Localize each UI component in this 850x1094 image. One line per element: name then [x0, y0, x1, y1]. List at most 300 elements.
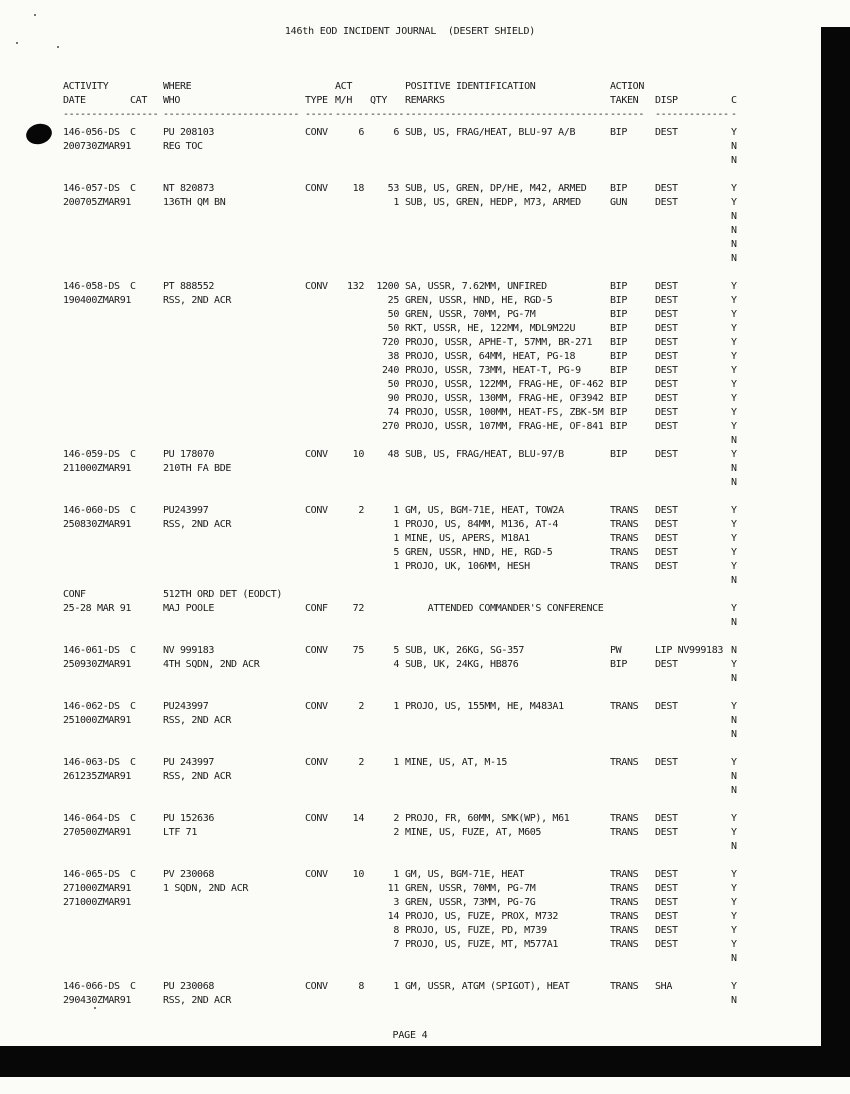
- cell-who: [163, 476, 305, 490]
- cell-type: CONV: [305, 183, 328, 194]
- cell-mh: 2: [358, 505, 364, 516]
- cell-mh: [335, 378, 370, 392]
- cell-remarks: [405, 140, 610, 154]
- cell-cat: [130, 266, 163, 280]
- cell-who: [163, 154, 305, 168]
- cell-c: Y: [731, 505, 737, 516]
- cell-taken: [610, 224, 655, 238]
- cell-taken: BIP: [610, 337, 628, 348]
- cell-remarks: PROJO, USSR, APHE-T, 57MM, BR-271: [405, 337, 593, 348]
- cell-mh: 72: [352, 603, 364, 614]
- cell-date: 146-064-DS: [63, 813, 120, 824]
- journal-rows: [63, 80, 747, 1008]
- cell-date: 146-062-DS: [63, 701, 120, 712]
- journal-row: [63, 770, 747, 784]
- cell-c: Y: [731, 183, 737, 194]
- cell-mh: [335, 658, 370, 672]
- cell-qty: [370, 994, 405, 1008]
- cell-mh: [335, 924, 370, 938]
- cell-c: N: [731, 575, 737, 586]
- cell-qty: 4: [393, 659, 399, 670]
- cell-cat: [130, 826, 163, 840]
- cell-taken: [610, 588, 655, 602]
- cell-taken: [610, 238, 655, 252]
- cell-who: PU 243997: [163, 757, 215, 768]
- journal-row: [63, 448, 747, 462]
- cell-date: [63, 154, 130, 168]
- cell-type: [305, 910, 335, 924]
- cell-c: Y: [731, 281, 737, 292]
- cell-disp: DEST: [655, 519, 678, 530]
- cell-qty: [370, 462, 405, 476]
- cell-disp: DEST: [655, 939, 678, 950]
- cell-type: [305, 392, 335, 406]
- cell-type: [305, 854, 335, 868]
- cell-who: PU 230068: [163, 981, 215, 992]
- cell-c: N: [731, 645, 737, 656]
- cell-cat: C: [130, 505, 136, 516]
- cell-cat: [130, 658, 163, 672]
- cell-cat: [130, 602, 163, 616]
- cell-cat: [130, 588, 163, 602]
- cell-remarks: [405, 434, 610, 448]
- cell-cat: [130, 714, 163, 728]
- cell-qty: [370, 798, 405, 812]
- cell-taken: ACTION: [610, 81, 645, 92]
- cell-date: [63, 630, 130, 644]
- cell-remarks: [405, 224, 610, 238]
- cell-disp: [655, 476, 731, 490]
- cell-remarks: [405, 784, 610, 798]
- cell-date: [63, 798, 130, 812]
- cell-c: Y: [731, 393, 737, 404]
- cell-remarks: PROJO, US, 155MM, HE, M483A1: [405, 701, 564, 712]
- cell-c: N: [731, 729, 737, 740]
- cell-type: CONF: [305, 603, 328, 614]
- cell-type: CONV: [305, 645, 328, 656]
- cell-cat: [130, 238, 163, 252]
- cell-date: 200730ZMAR91: [63, 141, 132, 152]
- cell-date: [63, 406, 130, 420]
- cell-type: [305, 462, 335, 476]
- journal-row: [63, 700, 747, 714]
- cell-taken: [610, 798, 655, 812]
- cell-mh: [335, 588, 370, 602]
- cell-remarks: [405, 266, 610, 280]
- cell-mh: [335, 364, 370, 378]
- cell-cat: [130, 392, 163, 406]
- cell-qty: 53: [387, 183, 399, 194]
- cell-who: [163, 224, 305, 238]
- cell-type: [305, 966, 335, 980]
- cell-disp: DEST: [655, 309, 678, 320]
- cell-mh: [335, 308, 370, 322]
- cell-disp: [655, 672, 731, 686]
- cell-taken: [610, 252, 655, 266]
- cell-disp: [655, 854, 731, 868]
- cell-date: [63, 252, 130, 266]
- journal-row: [63, 336, 747, 350]
- cell-qty: 50: [387, 379, 399, 390]
- cell-who: [163, 364, 305, 378]
- cell-remarks: SUB, UK, 26KG, SG-357: [405, 645, 525, 656]
- cell-mh: ------: [335, 109, 370, 120]
- journal-row: [63, 476, 747, 490]
- cell-date: [63, 784, 130, 798]
- cell-qty: [370, 266, 405, 280]
- journal-row: [63, 462, 747, 476]
- cell-disp: [655, 602, 731, 616]
- cell-mh: [335, 574, 370, 588]
- cell-disp: [655, 574, 731, 588]
- cell-taken: BIP: [610, 449, 628, 460]
- journal-row: [63, 238, 747, 252]
- cell-disp: [655, 490, 731, 504]
- cell-who: [163, 854, 305, 868]
- cell-disp: [655, 80, 731, 94]
- cell-who: [163, 532, 305, 546]
- cell-who: [163, 308, 305, 322]
- cell-taken: [610, 742, 655, 756]
- cell-who: ------------------------: [163, 109, 300, 120]
- cell-type: [305, 840, 335, 854]
- cell-taken: [610, 784, 655, 798]
- cell-remarks: GM, USSR, ATGM (SPIGOT), HEAT: [405, 981, 570, 992]
- cell-type: [305, 952, 335, 966]
- cell-cat: [130, 966, 163, 980]
- journal-row: [63, 714, 747, 728]
- cell-disp: [655, 742, 731, 756]
- cell-date: [63, 168, 130, 182]
- cell-remarks: PROJO, USSR, 107MM, FRAG-HE, OF-841: [405, 421, 604, 432]
- cell-disp: DEST: [655, 379, 678, 390]
- cell-date: [63, 420, 130, 434]
- cell-disp: [655, 154, 731, 168]
- cell-c: N: [731, 785, 737, 796]
- journal-row: [63, 168, 747, 182]
- cell-qty: 1: [393, 505, 399, 516]
- cell-cat: [130, 910, 163, 924]
- cell-taken: TRANS: [610, 519, 639, 530]
- cell-remarks: GM, US, BGM-71E, HEAT: [405, 869, 525, 880]
- cell-qty: 1: [393, 197, 399, 208]
- cell-who: [163, 784, 305, 798]
- cell-c: N: [731, 673, 737, 684]
- cell-mh: 14: [352, 813, 364, 824]
- journal-row: [63, 826, 747, 840]
- cell-date: [63, 966, 130, 980]
- cell-cat: [130, 154, 163, 168]
- cell-date: [63, 322, 130, 336]
- cell-date: [63, 574, 130, 588]
- cell-type: [305, 658, 335, 672]
- cell-remarks: ATTENDED COMMANDER'S CONFERENCE: [405, 603, 604, 614]
- cell-mh: [335, 350, 370, 364]
- cell-taken: TRANS: [610, 813, 639, 824]
- cell-c: Y: [731, 911, 737, 922]
- cell-cat: [130, 420, 163, 434]
- journal-row: [63, 980, 747, 994]
- cell-remarks: [405, 854, 610, 868]
- cell-disp: [655, 462, 731, 476]
- cell-type: [305, 532, 335, 546]
- cell-who: [163, 896, 305, 910]
- cell-mh: [335, 210, 370, 224]
- cell-disp: DEST: [655, 547, 678, 558]
- cell-date: 146-058-DS: [63, 281, 120, 292]
- page-number: PAGE 4: [392, 1030, 428, 1041]
- journal-row: [63, 546, 747, 560]
- cell-who: RSS, 2ND ACR: [163, 995, 232, 1006]
- cell-mh: M/H: [335, 95, 353, 106]
- cell-cat: C: [130, 981, 136, 992]
- cell-qty: [370, 490, 405, 504]
- cell-disp: [655, 994, 731, 1008]
- cell-taken: BIP: [610, 365, 628, 376]
- cell-who: NT 820873: [163, 183, 215, 194]
- cell-date: 250830ZMAR91: [63, 519, 132, 530]
- journal-row: [63, 952, 747, 966]
- cell-disp: DISP: [655, 95, 678, 106]
- cell-remarks: PROJO, US, FUZE, MT, M577A1: [405, 939, 559, 950]
- cell-qty: 6: [393, 127, 399, 138]
- journal-row: [63, 756, 747, 770]
- cell-taken: [610, 672, 655, 686]
- cell-qty: [370, 952, 405, 966]
- cell-mh: [335, 798, 370, 812]
- cell-who: [163, 546, 305, 560]
- cell-c: [731, 686, 747, 700]
- cell-remarks: [405, 616, 610, 630]
- cell-disp: DEST: [655, 365, 678, 376]
- cell-qty: [370, 742, 405, 756]
- cell-cat: [130, 784, 163, 798]
- journal-row: [63, 896, 747, 910]
- cell-qty: 25: [387, 295, 399, 306]
- cell-qty: 240: [381, 365, 399, 376]
- cell-type: CONV: [305, 505, 328, 516]
- cell-mh: [335, 406, 370, 420]
- cell-mh: [335, 714, 370, 728]
- cell-remarks: [405, 952, 610, 966]
- cell-taken: BIP: [610, 379, 628, 390]
- cell-mh: [335, 532, 370, 546]
- cell-type: [305, 490, 335, 504]
- journal-row: [63, 518, 747, 532]
- journal-row: [63, 728, 747, 742]
- cell-taken: BIP: [610, 351, 628, 362]
- cell-date: [63, 854, 130, 868]
- cell-taken: BIP: [610, 281, 628, 292]
- cell-c: Y: [731, 939, 737, 950]
- cell-disp: DEST: [655, 127, 678, 138]
- cell-qty: 1: [393, 869, 399, 880]
- cell-cat: [130, 322, 163, 336]
- cell-who: [163, 952, 305, 966]
- cell-remarks: PROJO, USSR, 100MM, HEAT-FS, ZBK-5M: [405, 407, 604, 418]
- cell-remarks: [405, 770, 610, 784]
- cell-date: [63, 434, 130, 448]
- cell-cat: [130, 462, 163, 476]
- cell-remarks: SUB, US, GREN, HEDP, M73, ARMED: [405, 197, 581, 208]
- cell-mh: 10: [352, 449, 364, 460]
- cell-mh: [335, 910, 370, 924]
- journal-row: [63, 294, 747, 308]
- cell-who: [163, 728, 305, 742]
- cell-remarks: PROJO, FR, 60MM, SMK(WP), M61: [405, 813, 570, 824]
- cell-who: 136TH QM BN: [163, 197, 226, 208]
- cell-disp: DEST: [655, 757, 678, 768]
- cell-disp: DEST: [655, 869, 678, 880]
- cell-date: 146-056-DS: [63, 127, 120, 138]
- cell-mh: [335, 420, 370, 434]
- cell-disp: [655, 840, 731, 854]
- cell-remarks: SUB, UK, 24KG, HB876: [405, 659, 519, 670]
- cell-mh: [335, 434, 370, 448]
- cell-type: [305, 266, 335, 280]
- cell-cat: [130, 378, 163, 392]
- cell-type: [305, 798, 335, 812]
- cell-c: -: [731, 109, 737, 120]
- cell-date: 146-060-DS: [63, 505, 120, 516]
- cell-type: [305, 80, 335, 94]
- cell-qty: ------: [370, 109, 405, 120]
- cell-c: N: [731, 995, 737, 1006]
- cell-remarks: PROJO, US, 84MM, M136, AT-4: [405, 519, 559, 530]
- cell-c: N: [731, 715, 737, 726]
- cell-disp: [655, 952, 731, 966]
- cell-mh: [335, 154, 370, 168]
- cell-who: [163, 630, 305, 644]
- journal-row: [63, 210, 747, 224]
- cell-c: Y: [731, 701, 737, 712]
- cell-qty: 11: [387, 883, 399, 894]
- cell-date: [63, 840, 130, 854]
- scan-speck: [57, 46, 59, 48]
- cell-type: [305, 588, 335, 602]
- cell-disp: DEST: [655, 897, 678, 908]
- cell-cat: C: [130, 183, 136, 194]
- cell-disp: [655, 238, 731, 252]
- cell-mh: [335, 266, 370, 280]
- cell-qty: [370, 140, 405, 154]
- scan-speck: [34, 14, 36, 16]
- cell-cat: [130, 896, 163, 910]
- cell-taken: [610, 630, 655, 644]
- hole-punch-mark: [24, 121, 54, 147]
- cell-remarks: SA, USSR, 7.62MM, UNFIRED: [405, 281, 547, 292]
- cell-cat: [130, 952, 163, 966]
- cell-who: [163, 840, 305, 854]
- cell-taken: [610, 854, 655, 868]
- cell-disp: [655, 252, 731, 266]
- journal-row: [63, 560, 747, 574]
- cell-remarks: GREN, USSR, 70MM, PG-7M: [405, 883, 536, 894]
- journal-row: [63, 280, 747, 294]
- cell-taken: BIP: [610, 421, 628, 432]
- cell-mh: [335, 994, 370, 1008]
- scan-edge-bottom: [0, 1046, 850, 1077]
- cell-cat: [130, 210, 163, 224]
- cell-type: [305, 238, 335, 252]
- cell-type: CONV: [305, 757, 328, 768]
- cell-who: [163, 168, 305, 182]
- cell-remarks: GREN, USSR, 73MM, PG-7G: [405, 897, 536, 908]
- cell-type: [305, 308, 335, 322]
- cell-date: 211000ZMAR91: [63, 463, 132, 474]
- cell-c: Y: [731, 659, 737, 670]
- cell-c: N: [731, 617, 737, 628]
- cell-cat: [130, 770, 163, 784]
- cell-date: [63, 728, 130, 742]
- cell-disp: DEST: [655, 505, 678, 516]
- cell-type: [305, 140, 335, 154]
- cell-c: N: [731, 463, 737, 474]
- cell-type: [305, 924, 335, 938]
- cell-who: [163, 392, 305, 406]
- cell-who: RSS, 2ND ACR: [163, 771, 232, 782]
- cell-who: PU243997: [163, 701, 209, 712]
- cell-qty: 1: [393, 519, 399, 530]
- cell-qty: [370, 588, 405, 602]
- journal-row: [63, 350, 747, 364]
- cell-cat: -----: [130, 109, 159, 120]
- cell-date: 271000ZMAR91: [63, 897, 132, 908]
- cell-date: [63, 336, 130, 350]
- journal-row: [63, 938, 747, 952]
- cell-date: [63, 210, 130, 224]
- cell-remarks: GREN, USSR, HND, HE, RGD-5: [405, 547, 553, 558]
- cell-disp: DEST: [655, 197, 678, 208]
- cell-disp: DEST: [655, 533, 678, 544]
- cell-disp: [655, 266, 731, 280]
- cell-type: [305, 896, 335, 910]
- cell-cat: C: [130, 869, 136, 880]
- cell-mh: [335, 518, 370, 532]
- journal-row: [63, 924, 747, 938]
- cell-qty: [370, 784, 405, 798]
- journal-row: [63, 154, 747, 168]
- cell-disp: DEST: [655, 351, 678, 362]
- cell-c: [731, 266, 747, 280]
- cell-cat: [130, 350, 163, 364]
- cell-cat: CAT: [130, 95, 148, 106]
- cell-type: [305, 350, 335, 364]
- cell-disp: [655, 770, 731, 784]
- cell-who: [163, 966, 305, 980]
- cell-cat: [130, 336, 163, 350]
- cell-date: 146-059-DS: [63, 449, 120, 460]
- cell-remarks: [405, 742, 610, 756]
- cell-taken: GUN: [610, 197, 628, 208]
- cell-qty: 50: [387, 309, 399, 320]
- cell-disp: [655, 168, 731, 182]
- cell-cat: [130, 686, 163, 700]
- cell-remarks: [405, 840, 610, 854]
- cell-qty: [370, 854, 405, 868]
- cell-c: [731, 798, 747, 812]
- cell-mh: [335, 854, 370, 868]
- cell-type: [305, 630, 335, 644]
- cell-remarks: PROJO, UK, 106MM, HESH: [405, 561, 530, 572]
- journal-row: [63, 196, 747, 210]
- cell-date: 146-063-DS: [63, 757, 120, 768]
- cell-disp: LIP NV999183: [655, 645, 724, 656]
- cell-remarks: REMARKS: [405, 95, 445, 106]
- cell-mh: [335, 294, 370, 308]
- cell-qty: [370, 476, 405, 490]
- cell-qty: [370, 616, 405, 630]
